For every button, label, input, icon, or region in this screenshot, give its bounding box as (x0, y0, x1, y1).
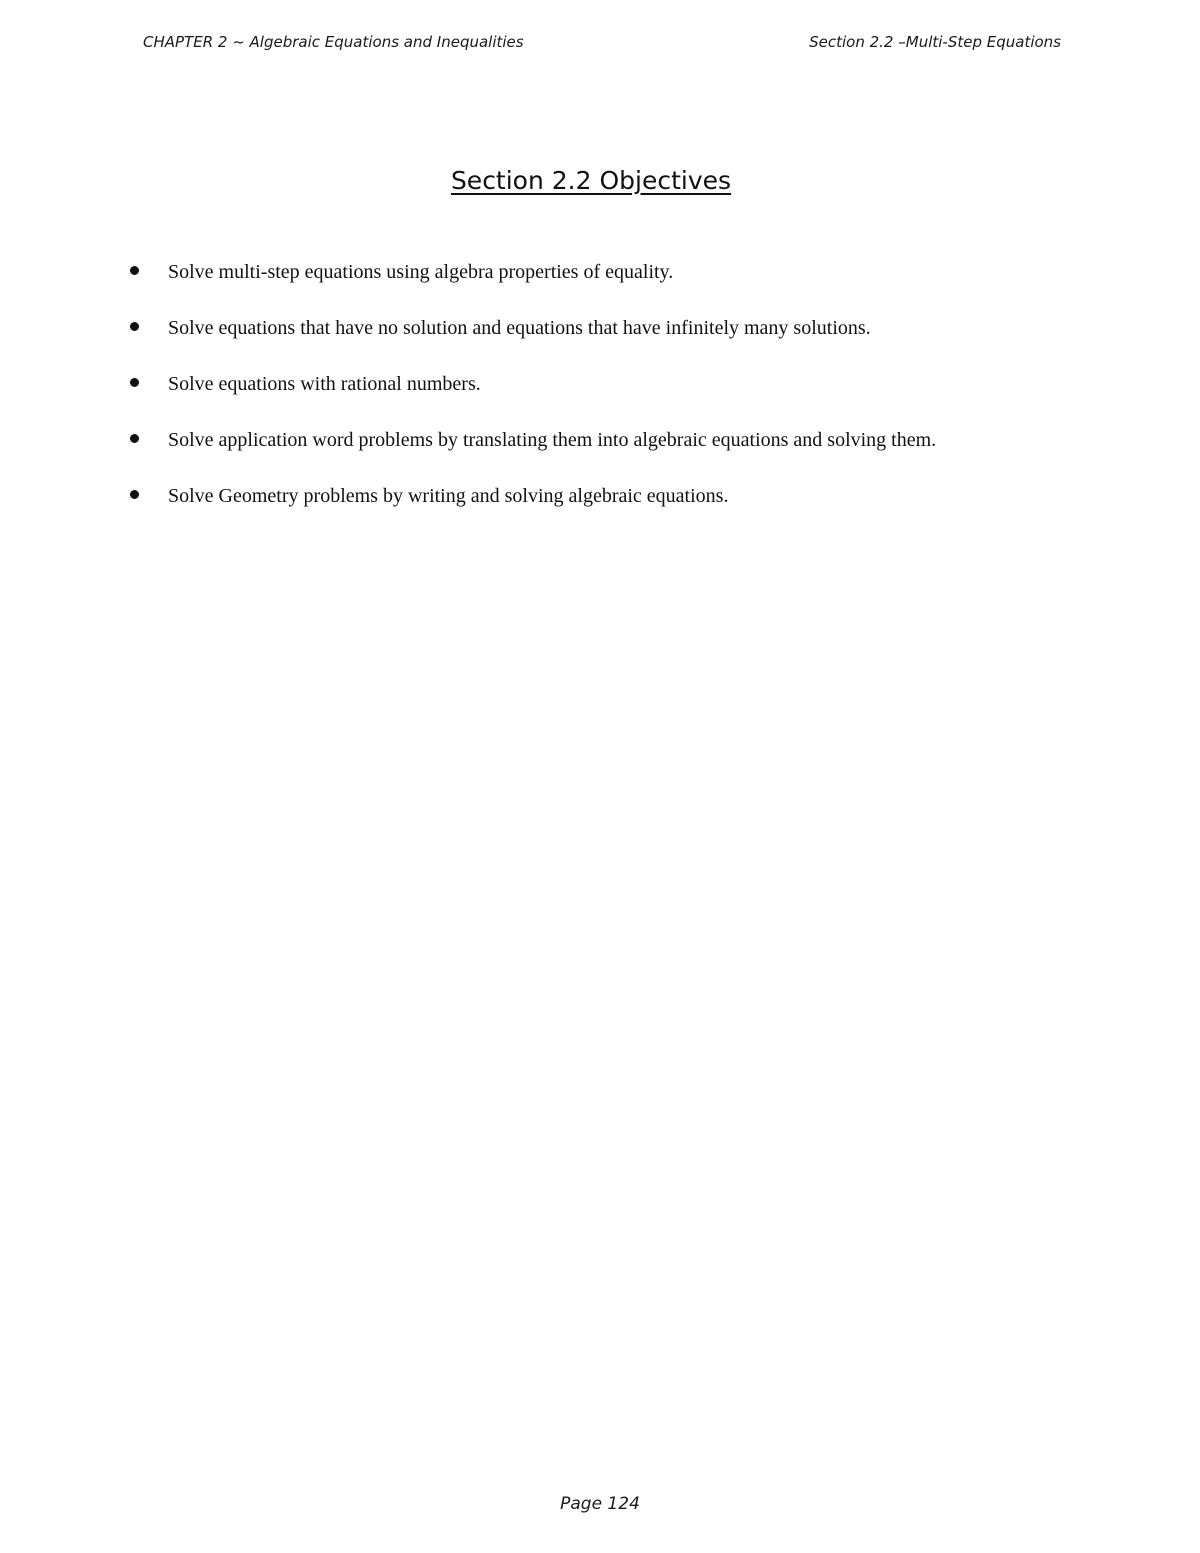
list-item (130, 256, 1090, 312)
list-item (130, 368, 1090, 424)
objective-text: Solve equations that have no solution and equations that have infinitely many solutions. (168, 317, 871, 339)
objective-text: Solve Geometry problems by writing and solving algebraic equations. (168, 485, 729, 507)
bullet-icon (130, 434, 139, 443)
bullet-icon (130, 378, 139, 387)
chapter-title: CHAPTER 2 ~ Algebraic Equations and Inequalities (143, 33, 524, 51)
bullet-icon (130, 266, 139, 275)
objective-text: Solve application word problems by translating them into algebraic equations and solving them. (168, 429, 937, 451)
objective-text: Solve equations with rational numbers. (168, 373, 481, 395)
list-item (130, 424, 1090, 480)
running-header (143, 33, 1061, 57)
list-item (130, 480, 1090, 536)
objective-text: Solve multi-step equations using algebra properties of equality. (168, 261, 674, 283)
page-number: Page 124 (560, 1494, 640, 1514)
list-item (130, 312, 1090, 368)
bullet-icon (130, 490, 139, 499)
section-header-title: Section 2.2 –Multi-Step Equations (809, 33, 1061, 51)
objectives-list (130, 256, 1090, 536)
bullet-icon (130, 322, 139, 331)
page-title: Section 2.2 Objectives (450, 166, 732, 195)
